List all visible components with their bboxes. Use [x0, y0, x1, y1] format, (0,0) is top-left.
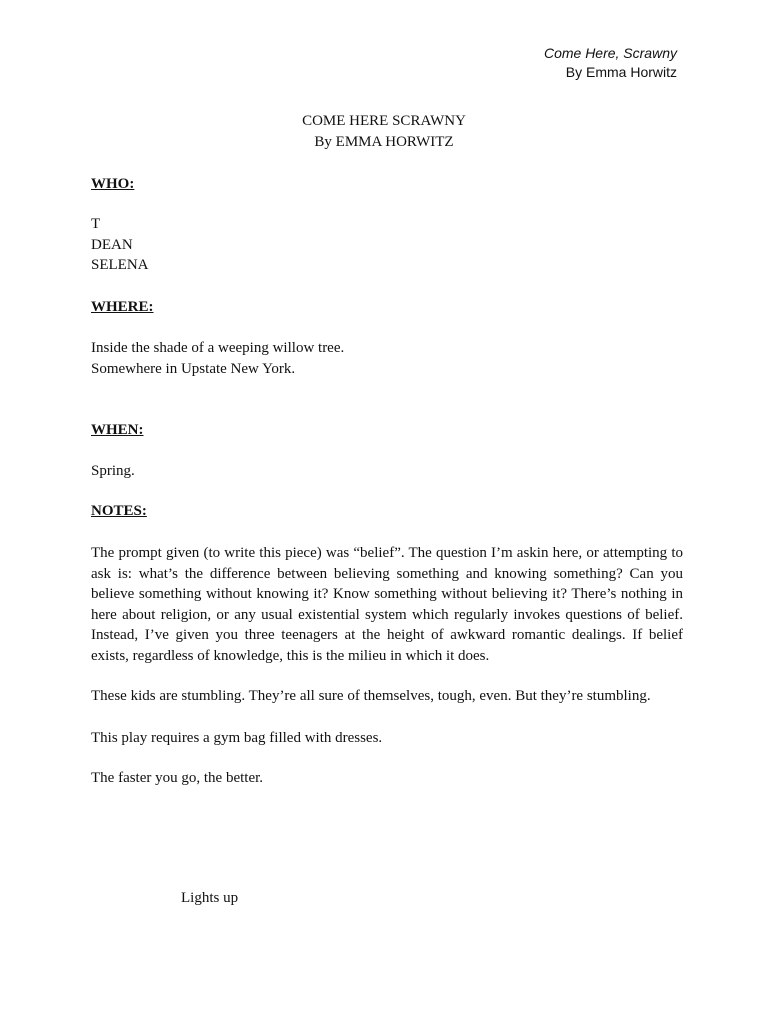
who-heading: WHO: [91, 176, 135, 192]
when-text: Spring. [91, 463, 135, 479]
notes-section [91, 501, 691, 522]
notes-paragraph: These kids are stumbling. They’re all sure of themselves, tough, even. But they’re stumbling. [91, 688, 651, 704]
notes-paragraph: The faster you go, the better. [91, 770, 264, 786]
when-description [91, 461, 691, 482]
where-section [91, 297, 691, 318]
play-title: COME HERE SCRAWNY [302, 113, 466, 129]
character-item: T [91, 216, 101, 232]
character-item: DEAN [91, 236, 133, 253]
where-line: Somewhere in Upstate New York. [91, 360, 296, 377]
notes-heading: NOTES: [91, 503, 147, 519]
who-section [91, 174, 691, 195]
where-description [91, 338, 691, 379]
notes-paragraph: The prompt given (to write this piece) was “belief”. The question I’m askin here, or attempting to ask is: what’s the difference between believing something and knowing something? Can you believe something without knowing it? Know something without believing it? There’s nothing in here about religion, or any usual existential system which regularly invokes questions of belief. Instead, I’ve given you three teenagers at the height of awkward romantic dealings. If belief exists, regardless of knowledge, this is the milieu in which it does. [91, 545, 683, 664]
stage-direction: Lights up [181, 890, 239, 906]
notes-paragraph: This play requires a gym bag filled with dresses. [91, 730, 383, 746]
title-block [0, 111, 768, 153]
when-heading: WHEN: [91, 422, 144, 438]
when-section [91, 420, 691, 441]
character-list [91, 214, 691, 276]
where-line: Inside the shade of a weeping willow tree. [91, 340, 345, 356]
header-play-title: Come Here, Scrawny [543, 45, 677, 61]
author-byline: By EMMA HORWITZ [314, 134, 454, 150]
where-heading: WHERE: [91, 299, 154, 315]
header-byline: By Emma Horwitz [565, 64, 677, 80]
running-header [544, 44, 677, 82]
character-item: SELENA [91, 257, 149, 273]
